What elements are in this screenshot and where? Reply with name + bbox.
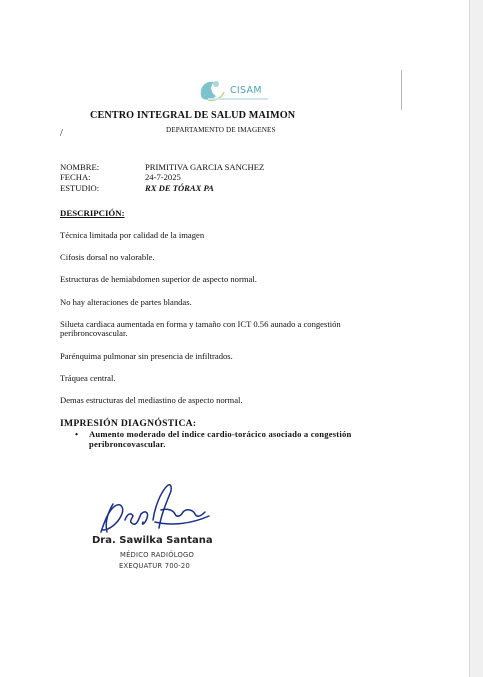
study-row	[60, 183, 264, 193]
finding-item: Parénquima pulmonar sin presencia de infiltrados.	[60, 350, 233, 361]
date-row	[60, 172, 264, 182]
date-label: FECHA:	[60, 172, 91, 183]
finding-item: Demas estructuras del mediastino de aspecto normal.	[60, 394, 243, 405]
department-name: DEPARTAMENTO DE IMAGENES	[166, 126, 276, 134]
logo-tagline-line	[208, 98, 268, 100]
bullet-icon: •	[75, 429, 79, 439]
findings-list	[60, 231, 400, 418]
finding-item: Estructuras de hemiabdomen superior de aspecto normal.	[60, 274, 257, 285]
impression-text: Aumento moderado del índice cardio-torácico asociado a congestión peribroncovascular.	[89, 429, 352, 449]
study-value: RX DE TÓRAX PA	[145, 182, 214, 193]
study-label: ESTUDIO:	[60, 182, 100, 193]
patient-fields	[60, 162, 264, 193]
stray-mark: /	[60, 128, 63, 139]
finding-item: No hay alteraciones de partes blandas.	[60, 296, 192, 307]
description-heading: DESCRIPCIÓN:	[60, 208, 125, 218]
margin-marker	[401, 70, 402, 110]
impression-heading: IMPRESIÓN DIAGNÓSTICA:	[60, 418, 197, 429]
finding-item: Cifosis dorsal no valorable.	[60, 252, 155, 263]
impression-item	[75, 430, 405, 449]
name-label: NOMBRE:	[60, 162, 100, 172]
doctor-title: MÉDICO RADIÓLOGO	[120, 551, 195, 559]
name-row	[60, 162, 264, 172]
organization-name: CENTRO INTEGRAL DE SALUD MAIMON	[90, 110, 296, 121]
handwritten-signature	[95, 480, 215, 540]
logo-emblem-icon	[194, 76, 234, 106]
logo-wordmark: CISAM	[230, 85, 262, 96]
finding-item: Silueta cardiaca aumentada en forma y tamaño con ICT 0.56 aunado a congestión peribroncovascular.	[60, 318, 341, 339]
name-value: PRIMITIVA GARCIA SANCHEZ	[145, 162, 265, 172]
date-value: 24-7-2025	[145, 172, 181, 183]
finding-item: Técnica limitada por calidad de la imagen	[60, 230, 205, 240]
cisam-logo	[194, 76, 274, 106]
doctor-license: EXEQUATUR 700-20	[119, 562, 190, 570]
finding-item: Tráquea central.	[60, 372, 116, 383]
doctor-name: Dra. Sawilka Santana	[92, 535, 213, 546]
page-gutter	[470, 0, 483, 677]
